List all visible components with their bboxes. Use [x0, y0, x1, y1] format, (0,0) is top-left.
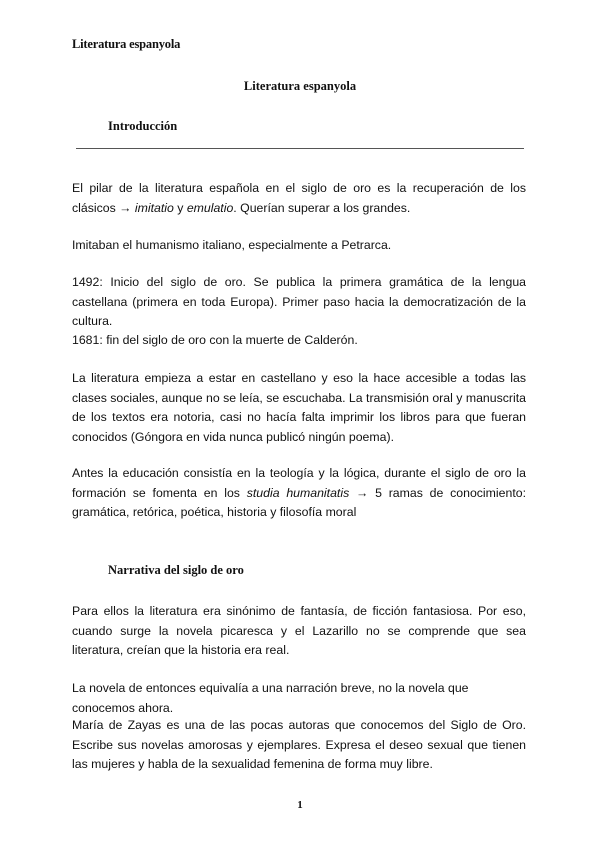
horizontal-divider: [76, 148, 524, 149]
document-title: Literatura espanyola: [243, 79, 357, 93]
page-number: 1: [297, 799, 303, 811]
section-heading-narrativa: Narrativa del siglo de oro: [108, 563, 244, 577]
paragraph-intro-6: Antes la educación consistía en la teología y la lógica, durante el siglo de oro la formación se fomenta en los studia humanitatis → 5 ramas de conocimiento: gramática, retórica, poética, historia y filosofía moral: [72, 466, 526, 519]
paragraph-narrative-3: María de Zayas es una de las pocas autoras que conocemos del Siglo de Oro. Escribe sus novelas amorosas y ejemplares. Expresa el deseo sexual que tienen las mujeres y habla de la sexualidad femenina de forma muy libre.: [72, 718, 526, 771]
running-header: Literatura espanyola: [72, 37, 181, 51]
section-heading-introduccion: Introducción: [108, 119, 178, 133]
paragraph-intro-5: La literatura empieza a estar en castellano y eso la hace accesible a todas las clases sociales, aunque no se leía, se escuchaba. La transmisión oral y manuscrita de los textos era notoria, casi no hacía falta imprimir los libros para que fueran conocidos (Góngora en vida nunca publicó ningún poema).: [72, 371, 526, 444]
paragraph-intro-3: 1492: Inicio del siglo de oro. Se publica la primera gramática de la lengua castellana (primera en toda Europa). Primer paso hacia la democratización de la cultura.: [72, 275, 526, 328]
paragraph-intro-2: Imitaban el humanismo italiano, especialmente a Petrarca.: [72, 238, 392, 252]
paragraph-narrative-1: Para ellos la literatura era sinónimo de fantasía, de ficción fantasiosa. Por eso, cuando surge la novela picaresca y el Lazarillo no se comprende que sea literatura, creían que la historia era real.: [72, 604, 526, 657]
paragraph-intro-1: El pilar de la literatura española en el siglo de oro es la recuperación de los clásicos → imitatio y emulatio. Querían superar a los grandes.: [72, 181, 526, 215]
paragraph-narrative-2: La novela de entonces equivalía a una narración breve, no la novela que conocemos ahora.: [72, 681, 469, 715]
paragraph-intro-4: 1681: fin del siglo de oro con la muerte de Calderón.: [72, 333, 358, 347]
